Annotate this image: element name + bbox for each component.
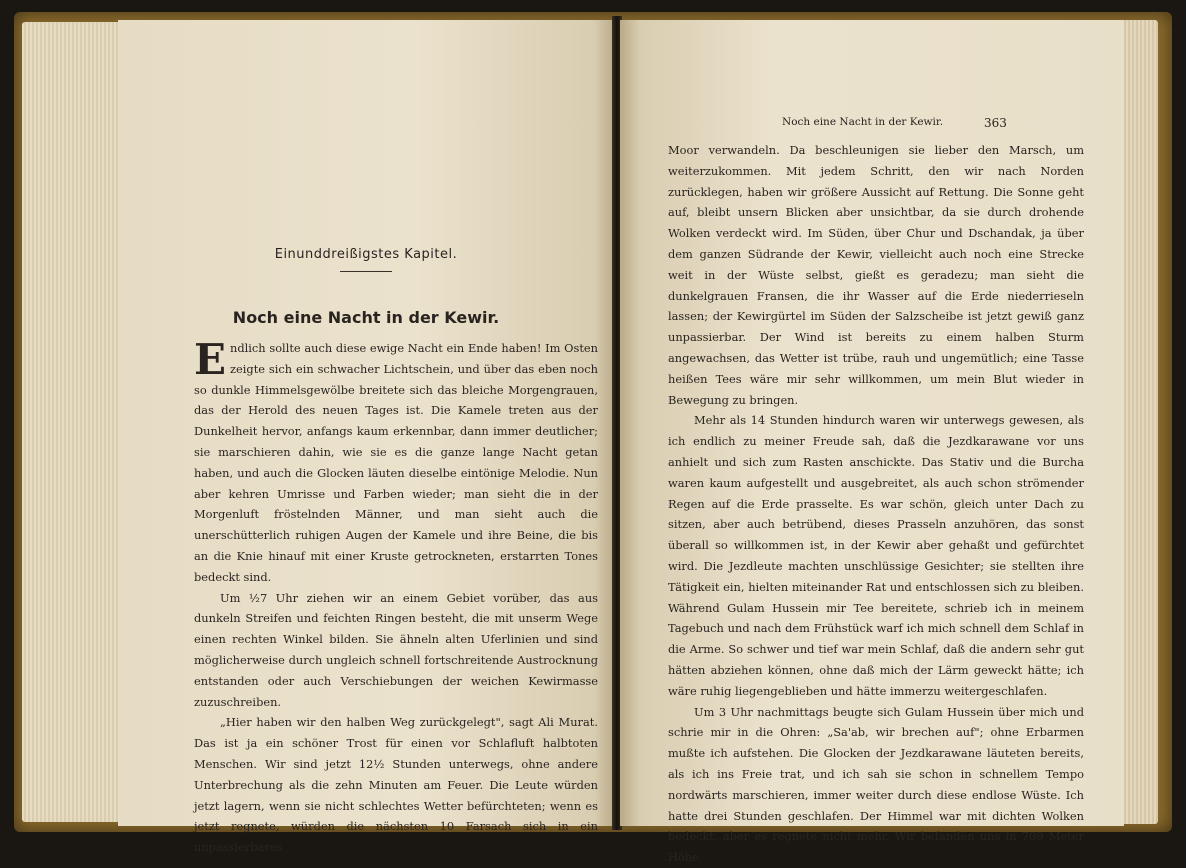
left-page	[118, 20, 614, 855]
right-page	[620, 20, 1124, 865]
page-number: 363	[984, 116, 1007, 130]
left-body-text	[194, 335, 598, 858]
page-stack-right	[1122, 20, 1158, 824]
paragraph: Moor verwandeln. Da beschleunigen sie lieber den Marsch, um weiterzukommen. Mit jedem Schritt, den wir nach Norden zurücklegen, haben wir größere Aussicht auf Rettung. Die Sonne geht auf, bleibt unsern Blicken aber unsichtbar, da sie durch drohende Wolken verdeckt wird. Im Süden, über Chur und Dschandak, ja über dem ganzen Südrande der Kewir, vielleicht auch noch eine Strecke weit in der Wüste selbst, gießt es geradezu; man sieht die dunkelgrauen Fransen, die ihr Wasser auf die Erde niederrieseln lassen; der Kewirgürtel im Süden der Salzscheibe ist jetzt gewiß ganz unpassierbar. Der Wind ist bereits zu einem halben Sturm angewachsen, das Wetter ist trübe, rauh und ungemütlich; eine Tasse heißen Tees wäre mir sehr willkommen, um mein Blut wieder in Bewegung zu bringen.	[668, 143, 1084, 407]
chapter-heading: Einunddreißigstes Kapitel.	[274, 247, 458, 262]
chapter-divider	[340, 271, 392, 272]
paragraph: Mehr als 14 Stunden hindurch waren wir unterwegs gewesen, als ich endlich zu meiner Freude sah, daß die Jezdkarawane vor uns anhielt und sich zum Rasten anschickte. Das Stativ und die Burcha waren kaum aufgestellt und ausgebreitet, als auch schon strömender Regen auf die Erde prasselte. Es war schön, gleich unter Dach zu sitzen, aber auch betrübend, dieses Prasseln anzuhören, das sonst überall so willkommen ist, in der Kewir aber gehaßt und gefürchtet wird. Die Jezdleute machten unschlüssige Gesichter; sie stellten ihre Tätigkeit ein, hielten miteinander Rat und entschlossen sich zu bleiben. Während Gulam Hussein mir Tee bereitete, schrieb ich in meinem Tagebuch und nach dem Frühstück warf ich mich schnell dem Schlaf in die Arme. So schwer und tief war mein Schlaf, daß die andern sehr gut hätten abziehen können, ohne daß mich der Lärm geweckt hätte; ich wäre ruhig liegengeblieben und hätte immerzu weitergeschlafen.	[668, 413, 1084, 698]
right-body-text	[668, 140, 1084, 868]
paragraph: „Hier haben wir den halben Weg zurückgelegt", sagt Ali Murat. Das ist ja ein schöner Trost für einen vor Schlafluft halbtoten Menschen. Wir sind jetzt 12½ Stunden unterwegs, ohne andere Unterbrechung als die zehn Minuten am Feuer. Die Leute würden jetzt lagern, wenn sie nicht schlechtes Wetter befürchteten; wenn es jetzt regnete, würden die nächsten 10 Farsach sich in ein unpassierbares	[194, 715, 598, 855]
page-stack-left	[22, 22, 122, 822]
paragraph	[194, 335, 598, 588]
paragraph: Um 3 Uhr nachmittags beugte sich Gulam Hussein über mich und schrie mir in die Ohren: „Sa'ab, wir brechen auf"; ohne Erbarmen mußte ich aufstehen. Die Glocken der Jezdkarawane läuteten bereits, als ich ins Freie trat, und ich sah sie schon in schnellem Tempo nordwärts marschieren, immer weiter durch diese endlose Wüste. Ich hatte drei Stunden geschlafen. Der Himmel war mit dichten Wolken bedeckt, aber es regnete nicht mehr. Wir befanden uns in 709 Meter Höhe.	[668, 704, 1084, 865]
chapter-title: Noch eine Nacht in der Kewir.	[232, 308, 500, 327]
paragraph-text: ndlich sollte auch diese ewige Nacht ein Ende haben! Im Osten zeigte sich ein schwacher Lichtschein, und über das eben noch so dunkle Himmelsgewölbe breitete sich das bleiche Morgengrauen, das der Herold des neuen Tages ist. Die Kamele treten aus der Dunkelheit hervor, anfangs kaum erkennbar, dann immer deutlicher; sie marschieren dahin, wie sie es die ganze lange Nacht getan haben, und auch die Glocken läuten dieselbe eintönige Melodie. Nun aber kehren Umrisse und Farben wieder; man sieht die in der Morgenluft fröstelnden Männer, und man sieht auch die unerschütterlich ruhigen Augen der Kamele und ihre Beine, die bis an die Knie hinauf mit einer Kruste getrockneten, erstarrten Tones bedeckt sind.	[194, 341, 598, 584]
paragraph: Um ½7 Uhr ziehen wir an einem Gebiet vorüber, das aus dunkeln Streifen und feichten Ringen besteht, die mit unserm Wege einen rechten Winkel bilden. Sie ähneln alten Uferlinien und sind möglicherweise durch ungleich schnell fortschreitende Austrocknung entstanden oder auch Verschiebungen der weichen Kewirmasse zuzuschreiben.	[194, 590, 598, 709]
running-header-title: Noch eine Nacht in der Kewir.	[782, 116, 944, 128]
drop-cap: E	[194, 335, 227, 384]
